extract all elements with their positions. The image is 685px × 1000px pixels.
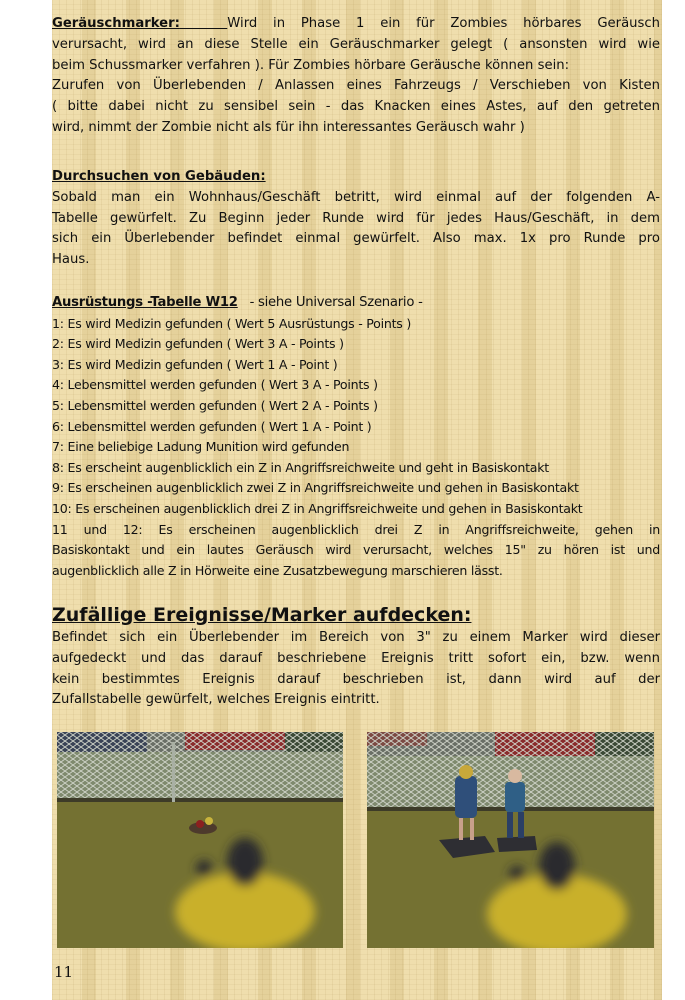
table-subtitle: - siehe Universal Szenario - — [249, 295, 423, 310]
text-line: Zufallstabelle gewürfelt, welches Ereignis eintritt. — [52, 692, 380, 708]
list-item: 10: Es erscheinen augenblicklich drei Z in Angriffsreichweite und gehen in Basiskontakt — [52, 500, 583, 516]
section-random-events — [52, 602, 660, 711]
list-item: 11 und 12: Es erscheinen augenblicklich drei Z in Angriffsreichweite, gehen in — [52, 521, 660, 537]
list-item: 2: Es wird Medizin gefunden ( Wert 3 A - Points ) — [52, 336, 344, 352]
list-item: 9: Es erscheinen augenblicklich zwei Z in Angriffsreichweite und gehen in Basiskontakt — [52, 480, 579, 496]
list-item: augenblicklich alle Z in Hörweite eine Zusatzbewegung marschieren lässt. — [52, 562, 503, 578]
section-heading: Zufällige Ereignisse/Marker aufdecken: — [52, 604, 472, 626]
table-heading: Ausrüstungs -Tabelle W12 - siehe Universal Szenario - — [52, 295, 423, 310]
list-item: 1: Es wird Medizin gefunden ( Wert 5 Ausrüstungs - Points ) — [52, 315, 411, 331]
section-search-buildings — [52, 167, 660, 271]
text-line: Zurufen von Überlebenden / Anlassen eines Fahrzeugs / Verschieben von Kisten — [52, 78, 660, 94]
text-line: aufgedeckt und das darauf beschriebene Ereignis tritt sofort ein, bzw. wenn — [52, 650, 660, 666]
list-item: 5: Lebensmittel werden gefunden ( Wert 2 A - Points ) — [52, 397, 378, 413]
text-line: wird, nimmt der Zombie nicht als für ihn interessantes Geräusch wahr ) — [52, 119, 525, 135]
list-item: 6: Lebensmittel werden gefunden ( Wert 1 A - Point ) — [52, 418, 372, 434]
section-heading: Durchsuchen von Gebäuden: — [52, 169, 266, 184]
text-line: ( bitte dabei nicht zu sensibel sein - das Knacken eines Astes, auf den getreten — [52, 99, 660, 115]
page-number: 11 — [54, 963, 74, 981]
section-noise-marker — [52, 14, 660, 139]
text-line: Sobald man ein Wohnhaus/Geschäft betritt, wird einmal auf der folgenden A- — [52, 189, 660, 205]
section-equipment-table — [52, 293, 660, 581]
photo-marker-on-grass — [57, 732, 343, 948]
list-item: 7: Eine beliebige Ladung Munition wird gefunden — [52, 439, 350, 455]
photo-zombies-appear — [367, 732, 654, 948]
section-heading: Geräuschmarker: — [52, 16, 180, 31]
text-line: verursacht, wird an diese Stelle ein Geräuschmarker gelegt ( ansonsten wird wie — [52, 36, 660, 52]
text-line: sich ein Überlebender befindet einmal gewürfelt. Also max. 1x pro Runde pro — [52, 231, 660, 247]
text-line: Tabelle gewürfelt. Zu Beginn jeder Runde wird für jedes Haus/Geschäft, in dem — [52, 210, 660, 226]
list-item: 4: Lebensmittel werden gefunden ( Wert 3 A - Points ) — [52, 377, 378, 393]
text-line: kein bestimmtes Ereignis darauf beschrieben ist, dann wird auf der — [52, 671, 660, 687]
text-line: Haus. — [52, 252, 90, 268]
text-line: Befindet sich ein Überlebender im Bereich von 3" zu einem Marker wird dieser — [52, 630, 660, 645]
list-item: 8: Es erscheint augenblicklich ein Z in Angriffsreichweite und geht in Basiskontakt — [52, 459, 549, 475]
text-line: beim Schussmarker verfahren ). Für Zombies hörbare Geräusche können sein: — [52, 57, 570, 73]
text-line: Geräuschmarker: Wird in Phase 1 ein für Zombies hörbares Geräusch — [52, 16, 660, 31]
list-item: 3: Es wird Medizin gefunden ( Wert 1 A - Point ) — [52, 356, 338, 372]
document-page — [52, 0, 662, 1000]
list-item: Basiskontakt und ein lautes Geräusch wird verursacht, welches 15" zu hören ist und — [52, 542, 660, 558]
